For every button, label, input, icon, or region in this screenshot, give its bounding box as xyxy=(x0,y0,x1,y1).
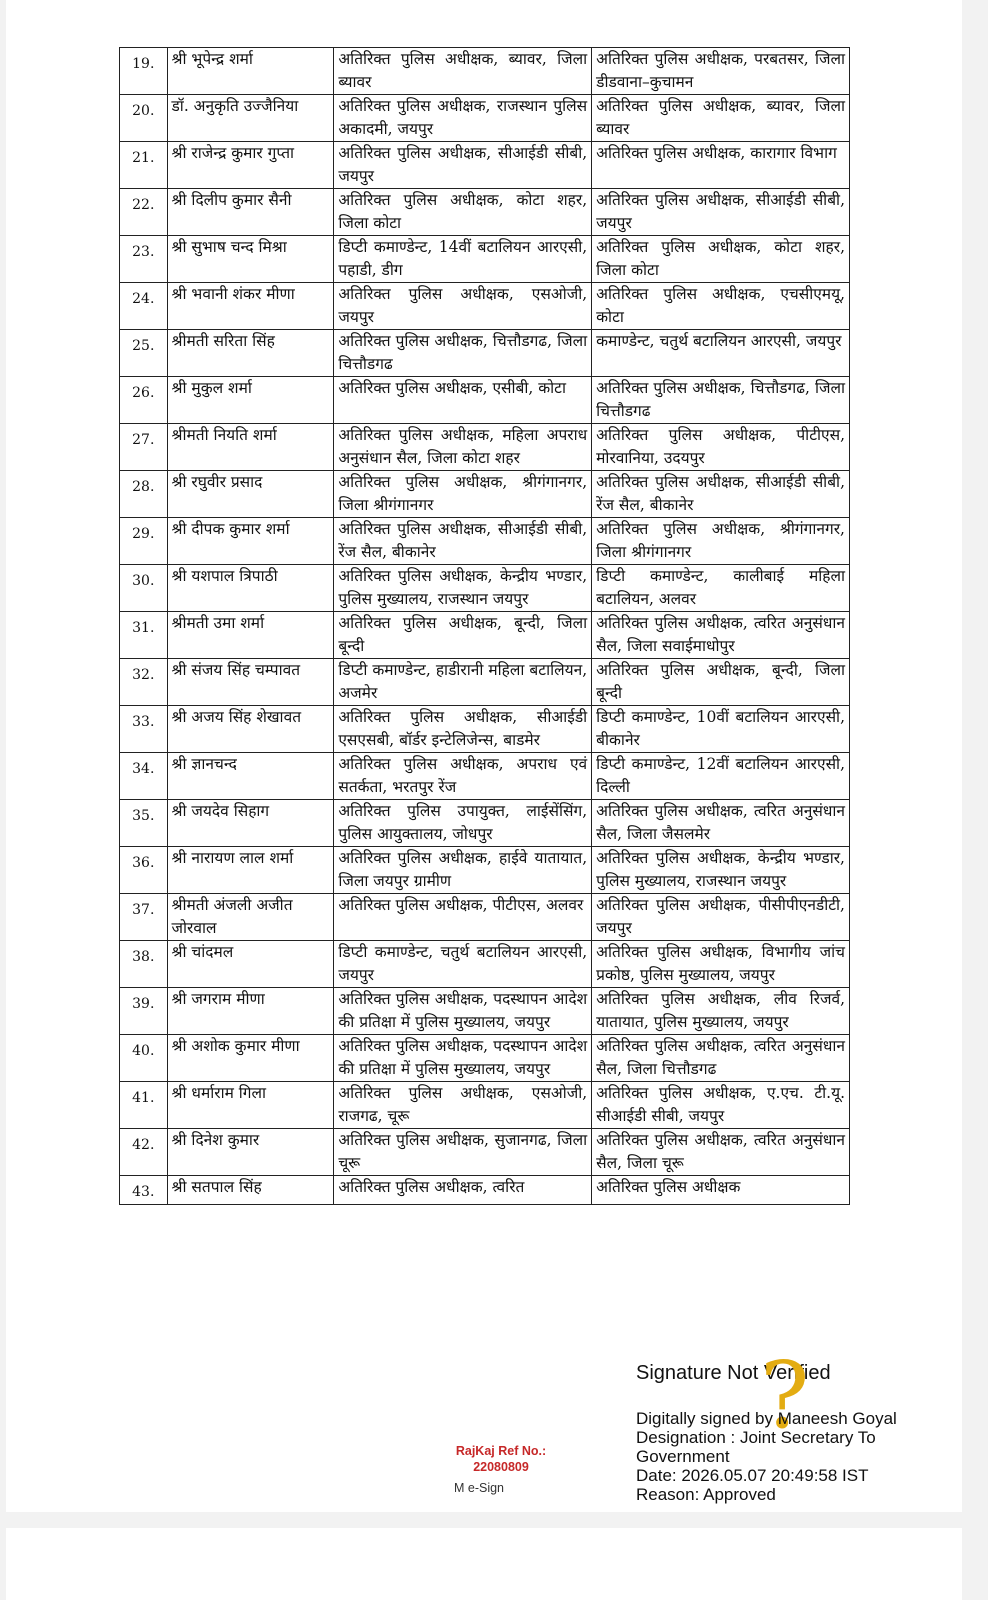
table-row xyxy=(120,518,850,565)
from-post-cell: अतिरिक्त पुलिस अधीक्षक, कोटा शहर, जिला कोटा xyxy=(334,189,592,236)
name-cell: श्री संजय सिंह चम्पावत xyxy=(167,659,334,706)
signature-line: Reason: Approved xyxy=(636,1485,776,1504)
from-post-cell: अतिरिक्त पुलिस अधीक्षक, श्रीगंगानगर, जिला श्रीगंगानगर xyxy=(334,471,592,518)
name-cell: श्रीमती नियति शर्मा xyxy=(167,424,334,471)
table-row xyxy=(120,800,850,847)
name-cell: श्री चांदमल xyxy=(167,941,334,988)
to-post-cell: कमाण्डेन्ट, चतुर्थ बटालियन आरएसी, जयपुर xyxy=(592,330,850,377)
serial-cell: 25. xyxy=(120,330,168,377)
serial-cell: 22. xyxy=(120,189,168,236)
table-row xyxy=(120,941,850,988)
name-cell: श्री यशपाल त्रिपाठी xyxy=(167,565,334,612)
to-post-cell: अतिरिक्त पुलिस अधीक्षक, सीआईडी सीबी, जयपुर xyxy=(592,189,850,236)
esign-label: M e-Sign xyxy=(453,1481,505,1495)
table-row xyxy=(120,1035,850,1082)
from-post-cell: अतिरिक्त पुलिस अधीक्षक, त्वरित xyxy=(334,1176,592,1205)
serial-cell: 34. xyxy=(120,753,168,800)
serial-cell: 29. xyxy=(120,518,168,565)
signature-line: Date: 2026.05.07 20:49:58 IST xyxy=(636,1466,869,1485)
to-post-cell: अतिरिक्त पुलिस अधीक्षक, ब्यावर, जिला ब्यावर xyxy=(592,95,850,142)
from-post-cell: अतिरिक्त पुलिस अधीक्षक, पीटीएस, अलवर xyxy=(334,894,592,941)
table-row xyxy=(120,847,850,894)
name-cell: श्री भवानी शंकर मीणा xyxy=(167,283,334,330)
table-row xyxy=(120,48,850,95)
from-post-cell: अतिरिक्त पुलिस अधीक्षक, बून्दी, जिला बून्दी xyxy=(334,612,592,659)
name-cell: श्रीमती अंजली अजीत जोरवाल xyxy=(167,894,334,941)
next-page-edge xyxy=(6,1528,962,1600)
name-cell: श्री दीपक कुमार शर्मा xyxy=(167,518,334,565)
name-cell: श्री अशोक कुमार मीणा xyxy=(167,1035,334,1082)
table-row xyxy=(120,471,850,518)
table-row xyxy=(120,565,850,612)
table-row xyxy=(120,424,850,471)
to-post-cell: डिप्टी कमाण्डेन्ट, 10वीं बटालियन आरएसी, बीकानेर xyxy=(592,706,850,753)
name-cell: श्री नारायण लाल शर्मा xyxy=(167,847,334,894)
to-post-cell: अतिरिक्त पुलिस अधीक्षक xyxy=(592,1176,850,1205)
table-row xyxy=(120,142,850,189)
name-cell: श्री अजय सिंह शेखावत xyxy=(167,706,334,753)
serial-cell: 21. xyxy=(120,142,168,189)
serial-cell: 20. xyxy=(120,95,168,142)
to-post-cell: अतिरिक्त पुलिस अधीक्षक, लीव रिजर्व, यातायात, पुलिस मुख्यालय, जयपुर xyxy=(592,988,850,1035)
rajkaj-ref xyxy=(446,1443,556,1475)
to-post-cell: अतिरिक्त पुलिस अधीक्षक, सीआईडी सीबी, रेंज सैल, बीकानेर xyxy=(592,471,850,518)
name-cell: श्री जयदेव सिहाग xyxy=(167,800,334,847)
from-post-cell: अतिरिक्त पुलिस अधीक्षक, केन्द्रीय भण्डार, पुलिस मुख्यालय, राजस्थान जयपुर xyxy=(334,565,592,612)
table-row xyxy=(120,612,850,659)
to-post-cell: अतिरिक्त पुलिस अधीक्षक, कोटा शहर, जिला कोटा xyxy=(592,236,850,283)
signature-line: Digitally signed by Maneesh Goyal xyxy=(636,1409,897,1428)
signature-details xyxy=(636,1409,897,1504)
to-post-cell: अतिरिक्त पुलिस अधीक्षक, पीसीपीएनडीटी, जयपुर xyxy=(592,894,850,941)
serial-cell: 35. xyxy=(120,800,168,847)
name-cell: श्री सतपाल सिंह xyxy=(167,1176,334,1205)
serial-cell: 43. xyxy=(120,1176,168,1205)
from-post-cell: अतिरिक्त पुलिस अधीक्षक, एसीबी, कोटा xyxy=(334,377,592,424)
serial-cell: 31. xyxy=(120,612,168,659)
serial-cell: 38. xyxy=(120,941,168,988)
from-post-cell: अतिरिक्त पुलिस अधीक्षक, हाईवे यातायात, जिला जयपुर ग्रामीण xyxy=(334,847,592,894)
from-post-cell: अतिरिक्त पुलिस अधीक्षक, ब्यावर, जिला ब्यावर xyxy=(334,48,592,95)
serial-cell: 37. xyxy=(120,894,168,941)
table-row xyxy=(120,894,850,941)
to-post-cell: अतिरिक्त पुलिस अधीक्षक, कारागार विभाग xyxy=(592,142,850,189)
serial-cell: 32. xyxy=(120,659,168,706)
from-post-cell: अतिरिक्त पुलिस अधीक्षक, महिला अपराध अनुसंधान सैल, जिला कोटा शहर xyxy=(334,424,592,471)
name-cell: श्री राजेन्द्र कुमार गुप्ता xyxy=(167,142,334,189)
serial-cell: 30. xyxy=(120,565,168,612)
name-cell: श्री दिलीप कुमार सैनी xyxy=(167,189,334,236)
name-cell: श्री दिनेश कुमार xyxy=(167,1129,334,1176)
name-cell: श्री रघुवीर प्रसाद xyxy=(167,471,334,518)
ref-label: RajKaj Ref No.: xyxy=(455,1444,547,1458)
table-row xyxy=(120,236,850,283)
to-post-cell: अतिरिक्त पुलिस अधीक्षक, एचसीएमयू, कोटा xyxy=(592,283,850,330)
to-post-cell: अतिरिक्त पुलिस अधीक्षक, विभागीय जांच प्रकोष्ठ, पुलिस मुख्यालय, जयपुर xyxy=(592,941,850,988)
name-cell: श्री मुकुल शर्मा xyxy=(167,377,334,424)
table-row xyxy=(120,330,850,377)
to-post-cell: अतिरिक्त पुलिस अधीक्षक, त्वरित अनुसंधान सैल, जिला सवाईमाधोपुर xyxy=(592,612,850,659)
table-row xyxy=(120,1082,850,1129)
serial-cell: 19. xyxy=(120,48,168,95)
table-row xyxy=(120,283,850,330)
name-cell: श्री जगराम मीणा xyxy=(167,988,334,1035)
serial-cell: 27. xyxy=(120,424,168,471)
serial-cell: 26. xyxy=(120,377,168,424)
to-post-cell: अतिरिक्त पुलिस अधीक्षक, परबतसर, जिला डीडवाना–कुचामन xyxy=(592,48,850,95)
to-post-cell: अतिरिक्त पुलिस अधीक्षक, श्रीगंगानगर, जिला श्रीगंगानगर xyxy=(592,518,850,565)
table-row xyxy=(120,1176,850,1205)
from-post-cell: अतिरिक्त पुलिस अधीक्षक, सीआईडी सीबी, जयपुर xyxy=(334,142,592,189)
table-row xyxy=(120,1129,850,1176)
name-cell: श्री भूपेन्द्र शर्मा xyxy=(167,48,334,95)
to-post-cell: अतिरिक्त पुलिस अधीक्षक, त्वरित अनुसंधान सैल, जिला जैसलमेर xyxy=(592,800,850,847)
serial-cell: 39. xyxy=(120,988,168,1035)
to-post-cell: डिप्टी कमाण्डेन्ट, 12वीं बटालियन आरएसी, दिल्ली xyxy=(592,753,850,800)
to-post-cell: अतिरिक्त पुलिस अधीक्षक, पीटीएस, मोरवानिया, उदयपुर xyxy=(592,424,850,471)
from-post-cell: अतिरिक्त पुलिस अधीक्षक, सुजानगढ, जिला चूरू xyxy=(334,1129,592,1176)
serial-cell: 40. xyxy=(120,1035,168,1082)
to-post-cell: अतिरिक्त पुलिस अधीक्षक, चित्तौडगढ, जिला चित्तौडगढ xyxy=(592,377,850,424)
from-post-cell: अतिरिक्त पुलिस अधीक्षक, सीआईडी सीबी, रेंज सैल, बीकानेर xyxy=(334,518,592,565)
signature-status: Signature Not Verified xyxy=(636,1362,831,1384)
from-post-cell: अतिरिक्त पुलिस अधीक्षक, चित्तौडगढ, जिला चित्तौडगढ xyxy=(334,330,592,377)
signature-line: Designation : Joint Secretary To xyxy=(636,1428,876,1447)
serial-cell: 28. xyxy=(120,471,168,518)
from-post-cell: अतिरिक्त पुलिस अधीक्षक, पदस्थापन आदेश की प्रतिक्षा में पुलिस मुख्यालय, जयपुर xyxy=(334,988,592,1035)
from-post-cell: अतिरिक्त पुलिस उपायुक्त, लाईसेंसिंग, पुलिस आयुक्तालय, जोधपुर xyxy=(334,800,592,847)
from-post-cell: डिप्टी कमाण्डेन्ट, हाडीरानी महिला बटालियन, अजमेर xyxy=(334,659,592,706)
to-post-cell: अतिरिक्त पुलिस अधीक्षक, त्वरित अनुसंधान सैल, जिला चित्तौडगढ xyxy=(592,1035,850,1082)
serial-cell: 36. xyxy=(120,847,168,894)
ref-number: 22080809 xyxy=(473,1460,529,1474)
to-post-cell: डिप्टी कमाण्डेन्ट, कालीबाई महिला बटालियन, अलवर xyxy=(592,565,850,612)
to-post-cell: अतिरिक्त पुलिस अधीक्षक, बून्दी, जिला बून्दी xyxy=(592,659,850,706)
name-cell: श्रीमती उमा शर्मा xyxy=(167,612,334,659)
from-post-cell: अतिरिक्त पुलिस अधीक्षक, एसओजी, जयपुर xyxy=(334,283,592,330)
signature-question-icon: ? xyxy=(760,1342,810,1449)
from-post-cell: अतिरिक्त पुलिस अधीक्षक, एसओजी, राजगढ, चूरू xyxy=(334,1082,592,1129)
to-post-cell: अतिरिक्त पुलिस अधीक्षक, केन्द्रीय भण्डार, पुलिस मुख्यालय, राजस्थान जयपुर xyxy=(592,847,850,894)
table-row xyxy=(120,706,850,753)
name-cell: श्री धर्माराम गिला xyxy=(167,1082,334,1129)
to-post-cell: अतिरिक्त पुलिस अधीक्षक, त्वरित अनुसंधान सैल, जिला चूरू xyxy=(592,1129,850,1176)
serial-cell: 42. xyxy=(120,1129,168,1176)
from-post-cell: डिप्टी कमाण्डेन्ट, चतुर्थ बटालियन आरएसी, जयपुर xyxy=(334,941,592,988)
serial-cell: 23. xyxy=(120,236,168,283)
serial-cell: 33. xyxy=(120,706,168,753)
name-cell: श्रीमती सरिता सिंह xyxy=(167,330,334,377)
signature-line: Government xyxy=(636,1447,730,1466)
table-row xyxy=(120,753,850,800)
from-post-cell: अतिरिक्त पुलिस अधीक्षक, राजस्थान पुलिस अकादमी, जयपुर xyxy=(334,95,592,142)
table-row xyxy=(120,95,850,142)
name-cell: श्री सुभाष चन्द मिश्रा xyxy=(167,236,334,283)
from-post-cell: अतिरिक्त पुलिस अधीक्षक, सीआईडी एसएसबी, बॉर्डर इन्टेलिजेन्स, बाडमेर xyxy=(334,706,592,753)
name-cell: श्री ज्ञानचन्द xyxy=(167,753,334,800)
from-post-cell: अतिरिक्त पुलिस अधीक्षक, पदस्थापन आदेश की प्रतिक्षा में पुलिस मुख्यालय, जयपुर xyxy=(334,1035,592,1082)
table-row xyxy=(120,189,850,236)
table-row xyxy=(120,659,850,706)
from-post-cell: डिप्टी कमाण्डेन्ट, 14वीं बटालियन आरएसी, पहाडी, डीग xyxy=(334,236,592,283)
serial-cell: 41. xyxy=(120,1082,168,1129)
transfer-table xyxy=(119,47,850,1205)
serial-cell: 24. xyxy=(120,283,168,330)
to-post-cell: अतिरिक्त पुलिस अधीक्षक, ए.एच. टी.यू. सीआईडी सीबी, जयपुर xyxy=(592,1082,850,1129)
table-row xyxy=(120,988,850,1035)
name-cell: डॉ. अनुकृति उज्जैनिया xyxy=(167,95,334,142)
table-row xyxy=(120,377,850,424)
from-post-cell: अतिरिक्त पुलिस अधीक्षक, अपराध एवं सतर्कता, भरतपुर रेंज xyxy=(334,753,592,800)
